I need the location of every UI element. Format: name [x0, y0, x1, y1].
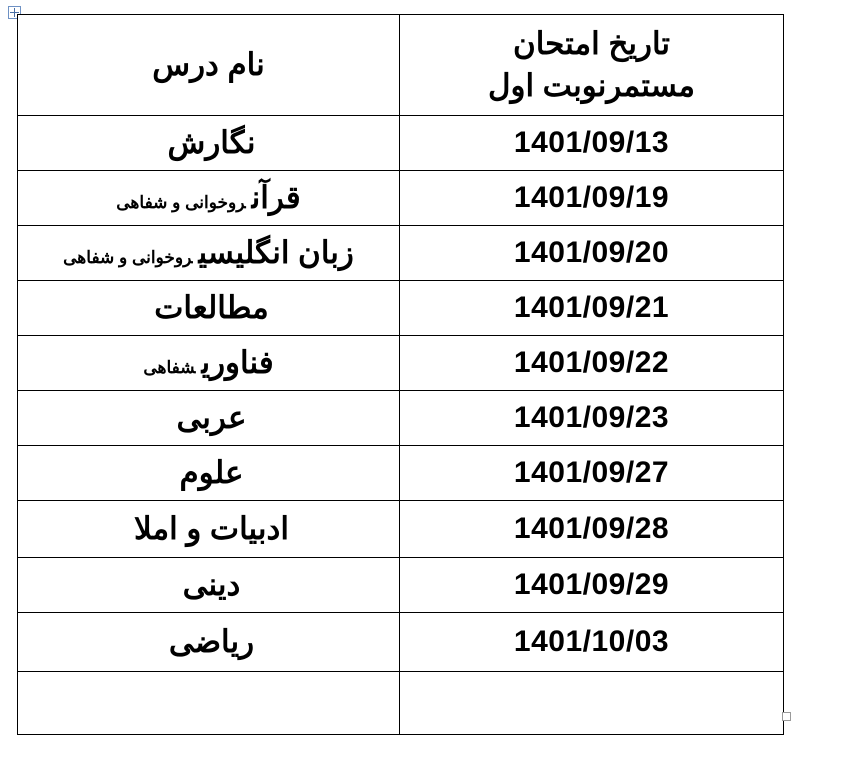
header-cell-subject: نام درس — [18, 15, 400, 116]
cell-subject — [18, 672, 400, 735]
subject-name: زبان انگلیسی — [198, 235, 354, 270]
cell-subject — [18, 613, 400, 672]
subject-name: دینی — [182, 567, 241, 602]
cell-date: 1401/09/21 — [400, 281, 784, 336]
table-row-blank — [18, 672, 784, 735]
table-row — [18, 336, 784, 391]
cell-subject — [18, 116, 400, 171]
table-header-row — [18, 15, 784, 116]
table-row — [18, 391, 784, 446]
cell-subject — [18, 226, 400, 281]
cell-date: 1401/09/13 — [400, 116, 784, 171]
cell-date: 1401/09/22 — [400, 336, 784, 391]
subject-name: ریاضی — [168, 624, 255, 659]
cell-date: 1401/09/29 — [400, 558, 784, 613]
table-row — [18, 171, 784, 226]
cell-subject — [18, 501, 400, 558]
table-row — [18, 613, 784, 672]
header-cell-exam-date — [400, 15, 784, 116]
table-row — [18, 501, 784, 558]
cell-subject — [18, 446, 400, 501]
subject-note: شفاهی — [143, 358, 196, 377]
cell-date: 1401/09/19 — [400, 171, 784, 226]
table-row — [18, 558, 784, 613]
table-row — [18, 281, 784, 336]
table-resize-handle[interactable] — [782, 712, 791, 721]
cell-subject — [18, 281, 400, 336]
subject-note: روخوانی و شفاهی — [116, 193, 246, 212]
subject-name: عربی — [176, 400, 247, 435]
table-row — [18, 116, 784, 171]
subject-name: فناوری — [201, 345, 274, 380]
table-row — [18, 226, 784, 281]
cell-date: 1401/09/23 — [400, 391, 784, 446]
exam-schedule-table — [17, 14, 784, 735]
cell-date: 1401/09/28 — [400, 501, 784, 558]
cell-subject — [18, 336, 400, 391]
header-exam-date-line1: تاریخ امتحان — [512, 26, 671, 62]
subject-name: نگارش — [167, 125, 256, 160]
cell-subject — [18, 391, 400, 446]
subject-name: قرآن — [251, 180, 301, 215]
subject-name: مطالعات — [154, 290, 269, 325]
subject-name: علوم — [179, 455, 244, 490]
cell-date: 1401/10/03 — [400, 613, 784, 672]
cell-subject — [18, 171, 400, 226]
cell-date — [400, 672, 784, 735]
subject-note: روخوانی و شفاهی — [63, 248, 193, 267]
table-row — [18, 446, 784, 501]
subject-name: ادبیات و املا — [134, 511, 289, 546]
cell-subject — [18, 558, 400, 613]
cell-date: 1401/09/27 — [400, 446, 784, 501]
cell-date: 1401/09/20 — [400, 226, 784, 281]
header-exam-date-line2: مستمرنوبت اول — [487, 68, 696, 103]
